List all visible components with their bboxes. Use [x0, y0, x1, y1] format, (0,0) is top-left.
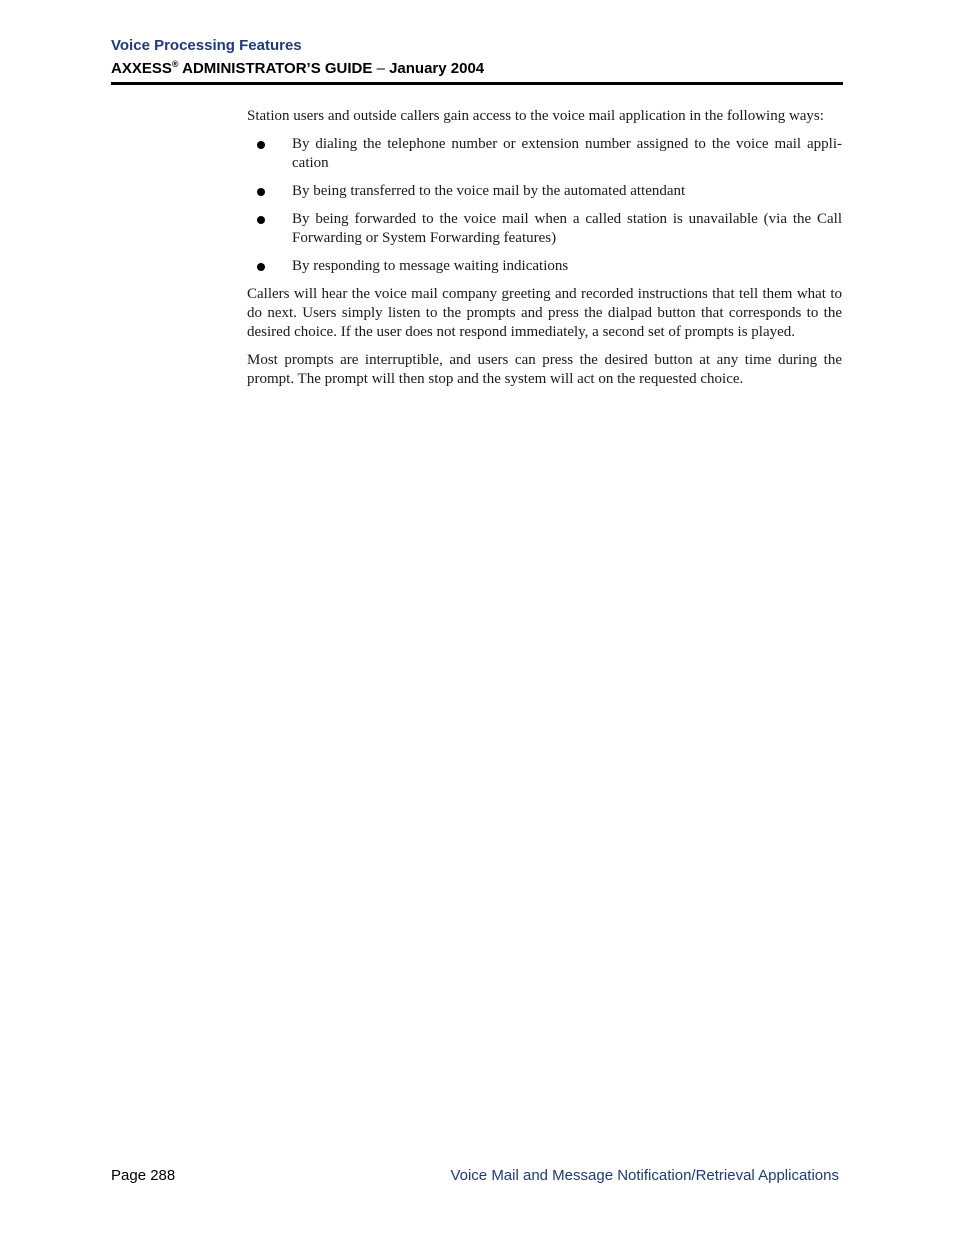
section-title: Voice Processing Features	[111, 37, 302, 54]
list-item	[247, 210, 842, 248]
list-item	[247, 257, 842, 276]
page-number: Page 288	[111, 1167, 176, 1184]
title-dash: –	[376, 60, 385, 77]
page-footer	[111, 1166, 843, 1186]
body-text	[247, 107, 842, 398]
header-rule	[111, 82, 843, 85]
prompts-paragraph: Most prompts are interruptible, and users can press the desired button at any time during the prompt. The prompt will then stop and the system will act on the requested choice.	[247, 352, 842, 387]
registered-mark: ®	[171, 59, 179, 69]
bullet-icon	[257, 263, 265, 271]
list-item-text: By being transferred to the voice mail by the automated attendant	[292, 183, 686, 199]
list-item	[247, 135, 842, 173]
list-item-text: By being forwarded to the voice mail when a called station is unavailable (via the Call Forwarding or System Forwarding features)	[292, 211, 842, 246]
list-item	[247, 182, 842, 201]
callers-paragraph: Callers will hear the voice mail company greeting and recorded instructions that tell them what to do next. Users simply listen to the prompts and press the dialpad button that corresponds to the desired choice. If the user does not respond immediately, a second set of prompts is played.	[247, 286, 842, 340]
bullet-icon	[257, 141, 265, 149]
page-header	[111, 37, 843, 78]
brand-name: AXXESS	[111, 60, 172, 77]
list-item-text: By dialing the telephone number or extension number assigned to the voice mail appli-cation	[292, 136, 842, 171]
list-item-text: By responding to message waiting indications	[292, 258, 569, 274]
access-methods-list	[247, 135, 842, 276]
guide-title	[111, 60, 843, 78]
guide-date: January 2004	[384, 60, 485, 77]
chapter-title: Voice Mail and Message Notification/Retrieval Applications	[450, 1167, 839, 1184]
bullet-icon	[257, 216, 265, 224]
intro-paragraph: Station users and outside callers gain access to the voice mail application in the following ways:	[247, 108, 824, 124]
bullet-icon	[257, 188, 265, 196]
guide-name: ADMINISTRATOR’S GUIDE	[178, 60, 377, 77]
